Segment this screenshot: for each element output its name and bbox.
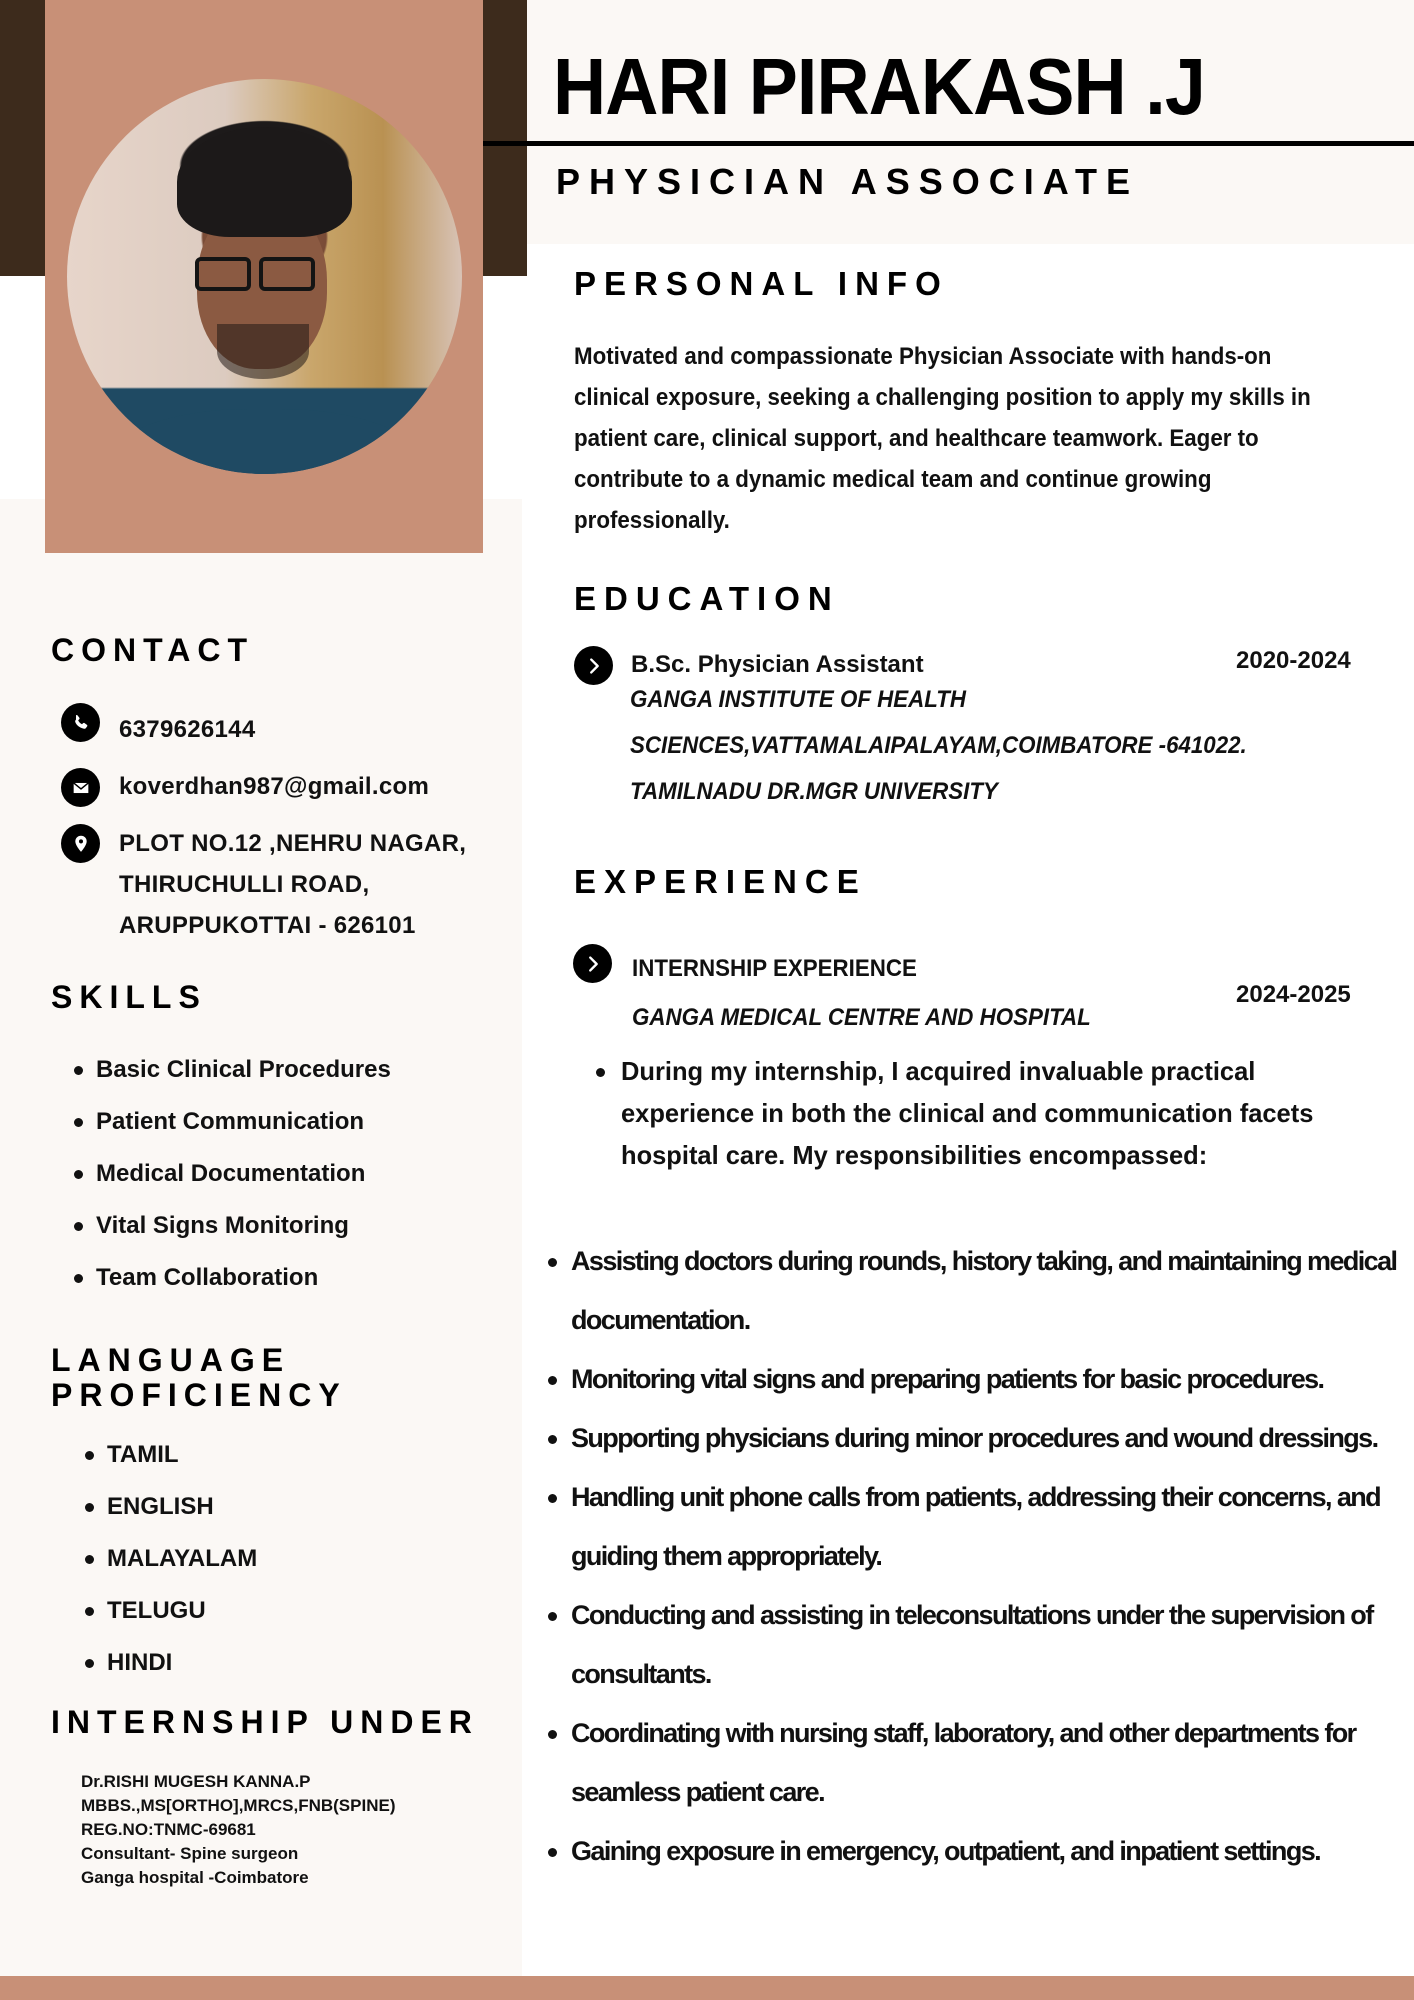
envelope-glyph	[70, 777, 92, 799]
profile-photo	[67, 79, 462, 474]
personal-summary: Motivated and compassionate Physician Associate with hands-on clinical exposure, seeking a challenging position to apply my skills in patient care, clinical support, and healthcare teamwork. Eager to contribute to a dynamic medical team and continue growing professionally.	[574, 343, 1311, 534]
photo-hair	[177, 127, 352, 237]
mentor-details	[81, 1770, 395, 1890]
responsibility-text: Monitoring vital signs and preparing patients for basic procedures.	[571, 1364, 1324, 1394]
language-text: ENGLISH	[107, 1493, 214, 1520]
address-line: THIRUCHULLI ROAD,	[119, 871, 370, 898]
experience-heading: EXPERIENCE	[574, 863, 867, 900]
skill-item	[96, 1252, 391, 1304]
responsibility-text: Gaining exposure in emergency, outpatient, and inpatient settings.	[571, 1836, 1321, 1866]
personal-info-heading: PERSONAL INFO	[574, 265, 949, 302]
address-line: ARUPPUKOTTAI - 626101	[119, 912, 416, 939]
skill-item	[96, 1200, 391, 1252]
phone-icon	[61, 703, 100, 742]
mentor-name: Dr.RISHI MUGESH KANNA.P	[81, 1772, 311, 1791]
photo-glasses-right	[259, 257, 315, 291]
bullet-icon	[85, 1451, 94, 1460]
bullet-icon	[85, 1503, 94, 1512]
chevron-right-icon	[583, 655, 605, 677]
responsibility-item	[548, 1232, 1414, 1350]
skill-text: Team Collaboration	[96, 1264, 319, 1291]
skills-list	[96, 1044, 391, 1304]
address-line: PLOT NO.12 ,NEHRU NAGAR,	[119, 830, 467, 857]
skill-item	[96, 1148, 391, 1200]
language-item	[107, 1585, 257, 1637]
bullet-icon	[548, 1435, 557, 1444]
bullet-icon	[548, 1494, 557, 1503]
skill-text: Vital Signs Monitoring	[96, 1212, 349, 1239]
job-title: PHYSICIAN ASSOCIATE	[556, 161, 1140, 202]
experience-organization: GANGA MEDICAL CENTRE AND HOSPITAL	[632, 1004, 1091, 1031]
mentor-hospital: Ganga hospital -Coimbatore	[81, 1868, 309, 1887]
responsibility-item	[548, 1704, 1414, 1822]
responsibility-item	[548, 1468, 1414, 1586]
skills-heading: SKILLS	[51, 979, 207, 1015]
language-item	[107, 1637, 257, 1689]
education-years: 2020-2024	[1236, 647, 1351, 674]
bullet-icon	[74, 1274, 83, 1283]
skill-item	[96, 1044, 391, 1096]
language-text: HINDI	[107, 1649, 173, 1676]
education-institution-line: SCIENCES,VATTAMALAIPALAYAM,COIMBATORE -641022.	[630, 732, 1247, 759]
bullet-icon	[85, 1659, 94, 1668]
photo-glasses-left	[195, 257, 251, 291]
education-institution-line: GANGA INSTITUTE OF HEALTH	[630, 686, 967, 713]
skill-text: Basic Clinical Procedures	[96, 1056, 391, 1083]
bullet-icon	[548, 1258, 557, 1267]
responsibilities-list	[548, 1232, 1414, 1881]
responsibility-text: Coordinating with nursing staff, laboratory, and other departments for seamless patient care.	[571, 1718, 1356, 1807]
responsibility-item	[548, 1350, 1414, 1409]
language-text: TAMIL	[107, 1441, 179, 1468]
bullet-icon	[85, 1555, 94, 1564]
language-item	[107, 1533, 257, 1585]
bullet-icon	[548, 1730, 557, 1739]
skill-text: Medical Documentation	[96, 1160, 366, 1187]
internship-under-heading: INTERNSHIP UNDER	[51, 1704, 479, 1740]
mentor-registration: REG.NO:TNMC-69681	[81, 1820, 256, 1839]
language-item	[107, 1481, 257, 1533]
responsibility-item	[548, 1822, 1414, 1881]
location-pin-icon	[61, 824, 100, 863]
languages-list	[107, 1429, 257, 1689]
email-icon	[61, 768, 100, 807]
experience-role: INTERNSHIP EXPERIENCE	[632, 955, 917, 982]
candidate-name: HARI PIRAKASH .J	[553, 42, 1205, 131]
skill-text: Patient Communication	[96, 1108, 365, 1135]
education-heading: EDUCATION	[574, 580, 840, 617]
contact-heading: CONTACT	[51, 632, 255, 668]
language-text: MALAYALAM	[107, 1545, 258, 1572]
bullet-icon	[74, 1066, 83, 1075]
bullet-icon	[85, 1607, 94, 1616]
education-degree: B.Sc. Physician Assistant	[631, 651, 924, 678]
phone-glyph	[70, 712, 92, 734]
bullet-icon	[548, 1848, 557, 1857]
experience-intro	[596, 1050, 1376, 1176]
responsibility-text: Supporting physicians during minor procedures and wound dressings.	[571, 1423, 1378, 1453]
name-divider	[483, 141, 1414, 146]
bullet-icon	[548, 1376, 557, 1385]
responsibility-text: Conducting and assisting in teleconsultations under the supervision of consultants.	[571, 1600, 1373, 1689]
responsibility-item	[548, 1409, 1414, 1468]
bullet-icon	[548, 1612, 557, 1621]
photo-shirt	[107, 409, 422, 474]
bullet-icon	[74, 1222, 83, 1231]
phone-number[interactable]: 6379626144	[119, 716, 256, 743]
language-text: TELUGU	[107, 1597, 206, 1624]
education-institution-line: TAMILNADU DR.MGR UNIVERSITY	[630, 778, 998, 805]
experience-years: 2024-2025	[1236, 981, 1351, 1008]
chevron-right-icon	[582, 953, 604, 975]
chevron-right-circle-icon	[574, 646, 613, 685]
language-heading-line2: PROFICIENCY	[51, 1377, 347, 1413]
bullet-icon	[74, 1118, 83, 1127]
footer-band	[0, 1976, 1414, 2000]
bullet-icon	[74, 1170, 83, 1179]
skill-item	[96, 1096, 391, 1148]
experience-intro-text: During my internship, I acquired invaluable practical experience in both the clinical and communication facets hospital care. My responsibilities encompassed:	[621, 1056, 1314, 1170]
photo-beard	[217, 324, 309, 379]
email-address[interactable]: koverdhan987@gmail.com	[119, 773, 430, 800]
responsibility-item	[548, 1586, 1414, 1704]
language-item	[107, 1429, 257, 1481]
language-heading-line1: LANGUAGE	[51, 1342, 291, 1378]
bullet-icon	[596, 1068, 605, 1077]
chevron-right-circle-icon	[573, 944, 612, 983]
mentor-qualifications: MBBS.,MS[ORTHO],MRCS,FNB(SPINE)	[81, 1796, 396, 1815]
responsibility-text: Assisting doctors during rounds, history taking, and maintaining medical documentation.	[571, 1246, 1397, 1335]
responsibility-text: Handling unit phone calls from patients, addressing their concerns, and guiding them appropriately.	[571, 1482, 1381, 1571]
pin-glyph	[70, 833, 92, 855]
mentor-position: Consultant- Spine surgeon	[81, 1844, 299, 1863]
